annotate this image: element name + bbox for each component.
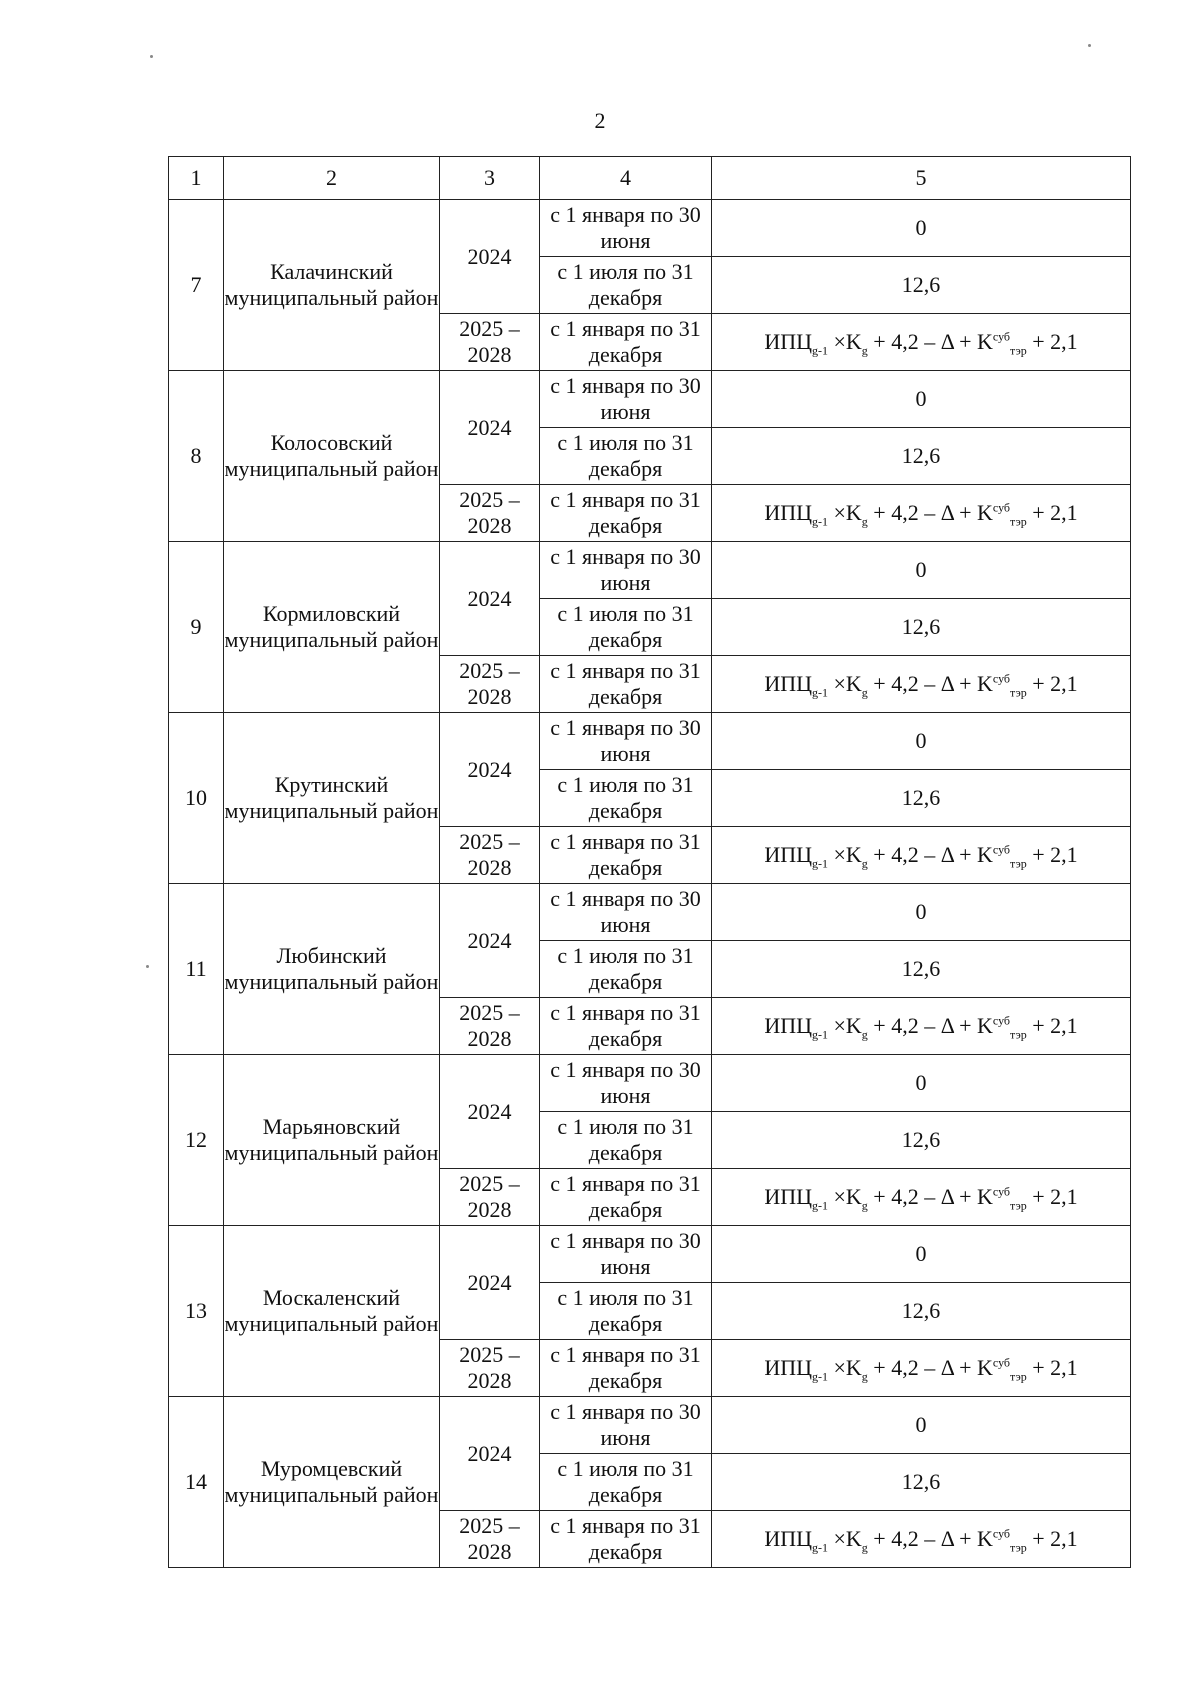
- period-cell: с 1 января по 31 декабря: [540, 485, 712, 542]
- year-range-cell: 2025 – 2028: [440, 998, 540, 1055]
- value-cell: 12,6: [712, 599, 1131, 656]
- year-cell: 2024: [440, 884, 540, 998]
- period-cell: с 1 июля по 31 декабря: [540, 770, 712, 827]
- formula-cell: $ИПЦ_{g-1} \times K_g + 4,2 - \Delta + K^{суб}_{тэр} + 2,1$: [712, 998, 1131, 1055]
- year-range-cell: 2025 – 2028: [440, 656, 540, 713]
- value-cell: 0: [712, 884, 1131, 941]
- row-number: 11: [169, 884, 224, 1055]
- district-name: Колосовский муниципальный район: [224, 371, 440, 542]
- value-cell: 12,6: [712, 428, 1131, 485]
- district-name: Кормиловский муниципальный район: [224, 542, 440, 713]
- scan-speck: [150, 55, 153, 58]
- table-row: [169, 1226, 1131, 1283]
- year-cell: 2024: [440, 1226, 540, 1340]
- value-cell: 12,6: [712, 941, 1131, 998]
- value-cell: 0: [712, 371, 1131, 428]
- year-cell: 2024: [440, 200, 540, 314]
- value-cell: 0: [712, 1397, 1131, 1454]
- value-cell: 0: [712, 542, 1131, 599]
- period-cell: с 1 января по 31 декабря: [540, 656, 712, 713]
- period-cell: с 1 января по 31 декабря: [540, 827, 712, 884]
- scan-speck: [146, 965, 149, 968]
- period-cell: с 1 января по 30 июня: [540, 1055, 712, 1112]
- period-cell: с 1 января по 30 июня: [540, 1226, 712, 1283]
- value-cell: 12,6: [712, 1283, 1131, 1340]
- formula-cell: $ИПЦ_{g-1} \times K_g + 4,2 - \Delta + K^{суб}_{тэр} + 2,1$: [712, 827, 1131, 884]
- period-cell: с 1 января по 31 декабря: [540, 1511, 712, 1568]
- value-cell: 12,6: [712, 257, 1131, 314]
- row-number: 12: [169, 1055, 224, 1226]
- table-row: [169, 200, 1131, 257]
- year-range-cell: 2025 – 2028: [440, 485, 540, 542]
- formula-cell: $ИПЦ_{g-1} \times K_g + 4,2 - \Delta + K^{суб}_{тэр} + 2,1$: [712, 1169, 1131, 1226]
- table-row: [169, 884, 1131, 941]
- table-row: [169, 1055, 1131, 1112]
- period-cell: с 1 июля по 31 декабря: [540, 941, 712, 998]
- year-range-cell: 2025 – 2028: [440, 1169, 540, 1226]
- period-cell: с 1 января по 31 декабря: [540, 1169, 712, 1226]
- district-name: Муромцевский муниципальный район: [224, 1397, 440, 1568]
- year-cell: 2024: [440, 1055, 540, 1169]
- value-cell: 0: [712, 1055, 1131, 1112]
- district-name: Калачинский муниципальный район: [224, 200, 440, 371]
- period-cell: с 1 января по 30 июня: [540, 371, 712, 428]
- period-cell: с 1 июля по 31 декабря: [540, 599, 712, 656]
- table-row: [169, 1397, 1131, 1454]
- period-cell: с 1 июля по 31 декабря: [540, 257, 712, 314]
- period-cell: с 1 июля по 31 декабря: [540, 1112, 712, 1169]
- period-cell: с 1 января по 30 июня: [540, 542, 712, 599]
- year-range-cell: 2025 – 2028: [440, 1340, 540, 1397]
- period-cell: с 1 июля по 31 декабря: [540, 1283, 712, 1340]
- row-number: 13: [169, 1226, 224, 1397]
- year-range-cell: 2025 – 2028: [440, 827, 540, 884]
- year-cell: 2024: [440, 542, 540, 656]
- row-number: 9: [169, 542, 224, 713]
- scan-speck: [1088, 44, 1091, 47]
- year-cell: 2024: [440, 371, 540, 485]
- year-range-cell: 2025 – 2028: [440, 314, 540, 371]
- header-row: [169, 157, 1131, 200]
- header-cell: 1: [169, 157, 224, 200]
- formula-cell: $ИПЦ_{g-1} \times K_g + 4,2 - \Delta + K^{суб}_{тэр} + 2,1$: [712, 1340, 1131, 1397]
- header-cell: 3: [440, 157, 540, 200]
- value-cell: 12,6: [712, 770, 1131, 827]
- value-cell: 12,6: [712, 1112, 1131, 1169]
- value-cell: 0: [712, 713, 1131, 770]
- row-number: 8: [169, 371, 224, 542]
- page-number: 2: [594, 108, 606, 133]
- period-cell: с 1 июля по 31 декабря: [540, 1454, 712, 1511]
- formula-cell: $ИПЦ_{g-1} \times K_g + 4,2 - \Delta + K^{суб}_{тэр} + 2,1$: [712, 1511, 1131, 1568]
- value-cell: 0: [712, 1226, 1131, 1283]
- period-cell: с 1 января по 31 декабря: [540, 1340, 712, 1397]
- year-cell: 2024: [440, 713, 540, 827]
- period-cell: с 1 января по 31 декабря: [540, 998, 712, 1055]
- formula-cell: $ИПЦ_{g-1} \times K_g + 4,2 - \Delta + K^{суб}_{тэр} + 2,1$: [712, 314, 1131, 371]
- header-cell: 5: [712, 157, 1131, 200]
- period-cell: с 1 января по 31 декабря: [540, 314, 712, 371]
- period-cell: с 1 июля по 31 декабря: [540, 428, 712, 485]
- period-cell: с 1 января по 30 июня: [540, 200, 712, 257]
- formula-cell: $ИПЦ_{g-1} \times K_g + 4,2 - \Delta + K^{суб}_{тэр} + 2,1$: [712, 485, 1131, 542]
- district-name: Москаленский муниципальный район: [224, 1226, 440, 1397]
- district-name: Любинский муниципальный район: [224, 884, 440, 1055]
- table-row: [169, 542, 1131, 599]
- row-number: 7: [169, 200, 224, 371]
- row-number: 10: [169, 713, 224, 884]
- period-cell: с 1 января по 30 июня: [540, 1397, 712, 1454]
- header-cell: 2: [224, 157, 440, 200]
- value-cell: 0: [712, 200, 1131, 257]
- period-cell: с 1 января по 30 июня: [540, 884, 712, 941]
- district-name: Крутинский муниципальный район: [224, 713, 440, 884]
- formula-cell: $ИПЦ_{g-1} \times K_g + 4,2 - \Delta + K^{суб}_{тэр} + 2,1$: [712, 656, 1131, 713]
- header-cell: 4: [540, 157, 712, 200]
- district-name: Марьяновский муниципальный район: [224, 1055, 440, 1226]
- period-cell: с 1 января по 30 июня: [540, 713, 712, 770]
- row-number: 14: [169, 1397, 224, 1568]
- table-row: [169, 713, 1131, 770]
- year-range-cell: 2025 – 2028: [440, 1511, 540, 1568]
- table-row: [169, 371, 1131, 428]
- year-cell: 2024: [440, 1397, 540, 1511]
- value-cell: 12,6: [712, 1454, 1131, 1511]
- tariff-table: [168, 156, 1131, 1568]
